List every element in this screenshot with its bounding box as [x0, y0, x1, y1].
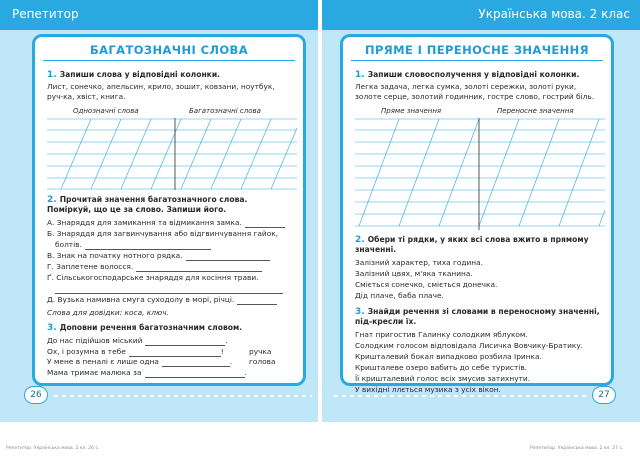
phrase-line: Залізний характер, тиха година.: [355, 258, 483, 267]
sentence-row: До нас підійшов міський .: [47, 336, 228, 345]
footer-right-text: Репетитор. Українська мова. 2 кл. 27 с.: [530, 446, 624, 451]
reference-words: Слова для довідки: коса, ключ.: [47, 308, 169, 317]
answer-blank[interactable]: [55, 293, 283, 294]
phrase-line: Залізний цвях, м'яка тканина.: [355, 269, 473, 278]
list-item: болтів.: [47, 240, 293, 251]
task-heading-text: Прочитай значення багатозначного слова. Поміркуй, що це за слово. Запиши його.: [47, 195, 248, 214]
answer-line-row: [47, 284, 293, 295]
answer-blank[interactable]: [245, 227, 285, 228]
task-number: 1.: [355, 70, 365, 80]
definition-list: [47, 218, 293, 306]
task-1-heading: [47, 70, 293, 80]
task-2-heading: [355, 235, 601, 255]
sentence-line: Кришталевий бокал випадково розбила Іринка.: [355, 352, 542, 361]
task-number: 1.: [47, 70, 57, 80]
list-item: А. Знаряддя для замикання та відмикання замка.: [47, 218, 293, 229]
task-3-heading: [355, 307, 601, 327]
task-3-heading: [47, 323, 293, 333]
decorative-dots: [334, 395, 586, 397]
left-page-title: БАГАТОЗНАЧНІ СЛОВА: [89, 43, 249, 57]
sentence-line: Солодким голосом відповідала Лисичка Вовчику-Братику.: [355, 341, 584, 350]
column-heading-2: Багатозначні слова: [189, 107, 261, 115]
task-heading-text: Доповни речення багатозначним словом.: [59, 323, 243, 332]
column-heading-1: Однозначні слова: [73, 107, 139, 115]
sentence-row: Мама тримає малюка за .: [47, 367, 247, 377]
task-heading-text: Знайди речення зі словами в переносному значенні, під-кресли їх.: [355, 307, 600, 326]
task-number: 2.: [355, 235, 365, 245]
list-item: Д. Вузька намивна смуга суходолу в морі, річці.: [47, 295, 293, 306]
task-1-text: Лист, сонечко, апельсин, крило, зошит, ковзани, ноутбук, руч-ка, хвіст, книга.: [47, 82, 275, 101]
decorative-dots: [54, 395, 312, 397]
list-item: В. Знак на початку нотного рядка.: [47, 251, 293, 262]
left-page: [32, 34, 306, 386]
task-number: 2.: [47, 195, 57, 205]
task-1-heading: [355, 70, 601, 80]
answer-blank[interactable]: [186, 260, 270, 261]
list-item: Г. Заплетене волосся.: [47, 262, 293, 273]
sentence-line: Гнат пригостив Галинку солодким яблуком.: [355, 330, 528, 339]
task-number: 3.: [47, 323, 57, 333]
page-number-right: 27: [592, 386, 616, 404]
answer-blank[interactable]: [145, 377, 245, 378]
header-left-title: Репетитор: [12, 7, 79, 21]
task-2-heading: [47, 195, 293, 215]
task-heading-text: Запиши словосполучення у відповідні колонки.: [367, 70, 580, 79]
header-right-title: Українська мова. 2 клас: [478, 7, 630, 21]
writing-grid[interactable]: [47, 118, 297, 190]
column-headings: [355, 106, 601, 117]
answer-blank[interactable]: [237, 304, 277, 305]
answer-blank[interactable]: [85, 249, 211, 250]
phrase-line: Сміється сонечко, сміється донечка.: [355, 280, 498, 289]
page-gutter: [318, 0, 322, 456]
task-heading-text: Запиши слова у відповідні колонки.: [59, 70, 221, 79]
footer-left-text: Репетитор. Українська мова. 2 кл. 26 с.: [6, 446, 100, 451]
page-number-left: 26: [24, 386, 48, 404]
list-item: Ґ. Сільськогосподарське знаряддя для косіння трави.: [47, 273, 259, 282]
task-1-text: Легка задача, легка сумка, золоті сережки, золоті руки, золоте серце, золотий годинник, гостре слово, гострий біль.: [355, 82, 595, 101]
right-page-title: ПРЯМЕ І ПЕРЕНОСНЕ ЗНАЧЕННЯ: [365, 43, 589, 57]
answer-blank[interactable]: [136, 271, 262, 272]
column-headings: [47, 106, 293, 117]
phrase-line: Дід плаче, баба плаче.: [355, 291, 444, 300]
column-heading-1: Пряме значення: [381, 107, 442, 115]
option-word: голова: [249, 357, 276, 366]
sentence-row: У мене в пеналі є лише одна . голова: [47, 357, 276, 366]
list-item: Б. Знаряддя для загвинчування або відгвинчування гайок,: [47, 229, 279, 238]
sentence-row: Ох, і розумна в тебе ! ручка: [47, 346, 272, 356]
sentence-line: У вихідні ллється музика з усіх вікон.: [355, 385, 501, 394]
option-word: ручка: [249, 346, 272, 356]
column-heading-2: Переносне значення: [497, 107, 574, 115]
task-heading-text: Обери ті рядки, у яких всі слова вжито в прямому значенні.: [355, 235, 589, 254]
writing-grid[interactable]: [355, 118, 605, 230]
right-page: [340, 34, 614, 394]
sentence-line: Кришталеве озеро вабить до себе туристів.: [355, 363, 528, 372]
task-number: 3.: [355, 307, 365, 317]
sentence-line: Її кришталевий голос всіх змусив затихнути.: [355, 374, 531, 383]
